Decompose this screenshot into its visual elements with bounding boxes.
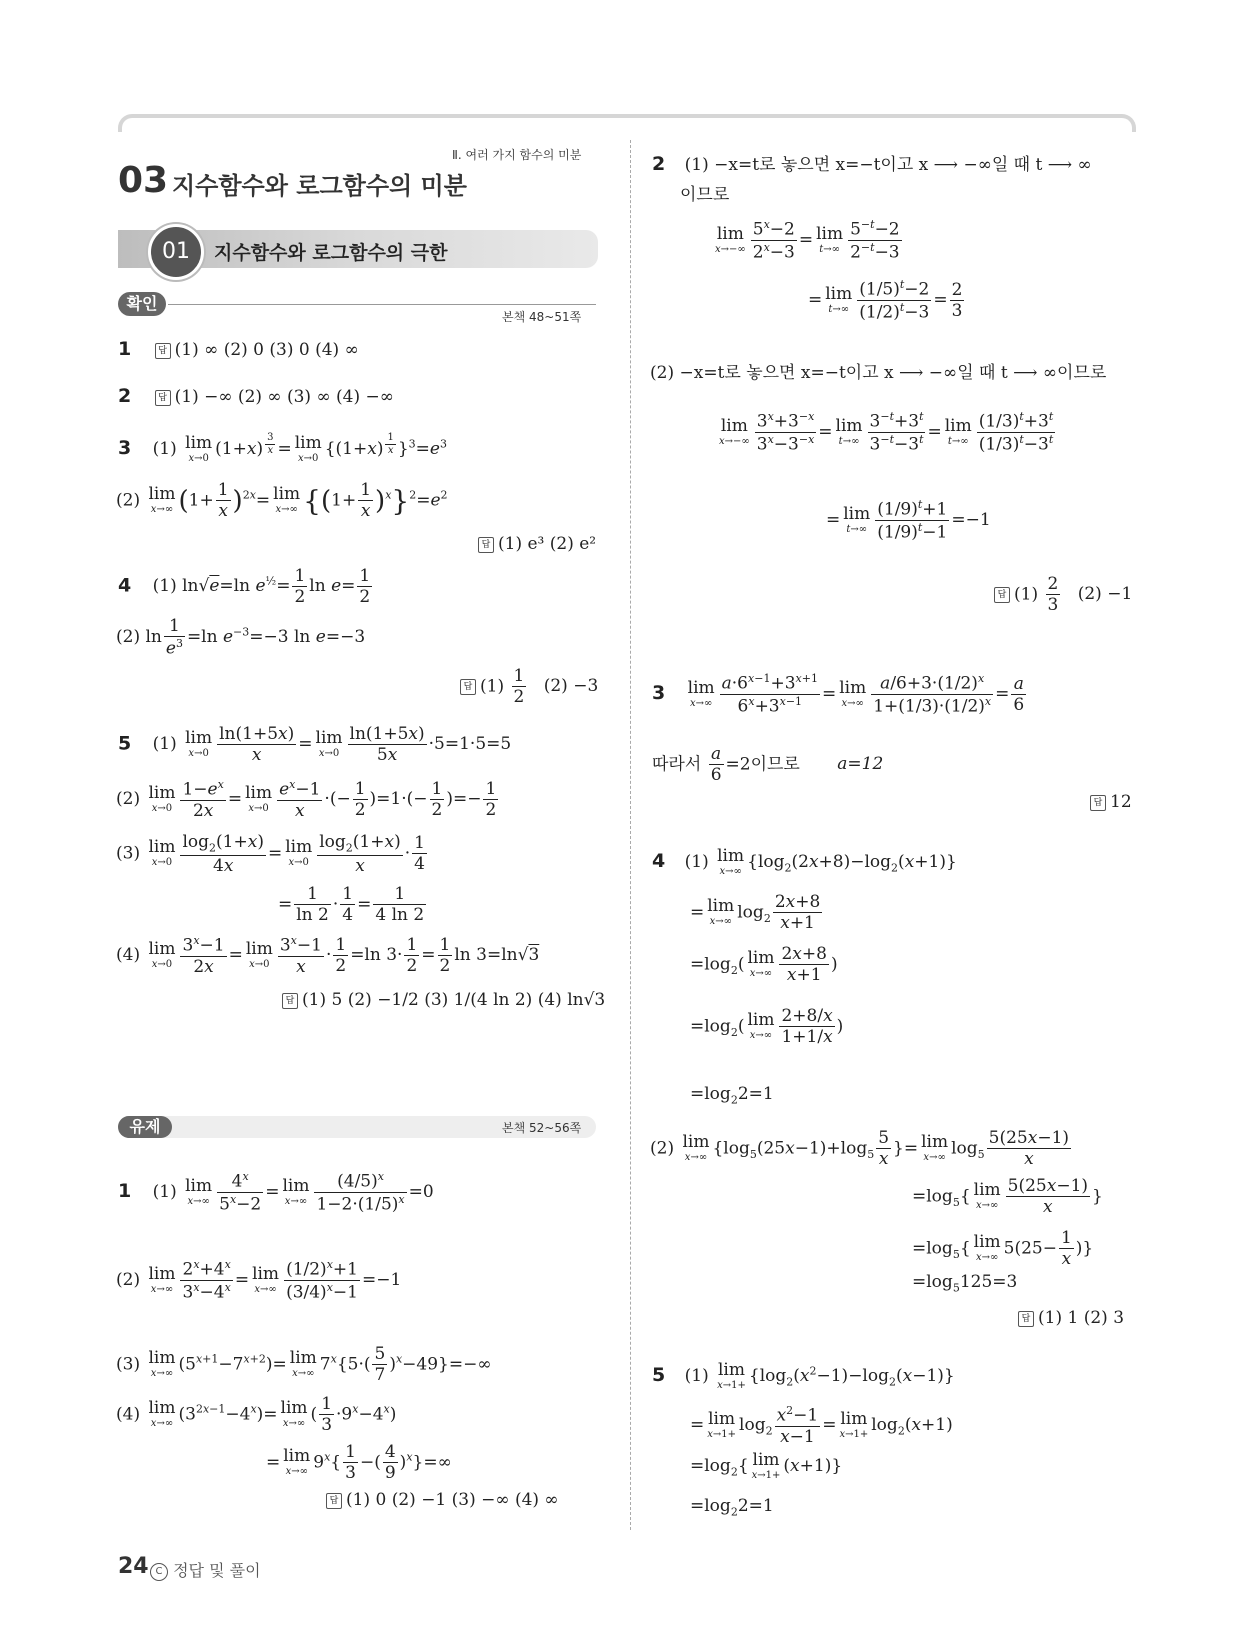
practice-q2-answer: 답 (1) $\frac{2}{3}$ (2) −1 bbox=[994, 574, 1132, 616]
practice-label: 유제 bbox=[118, 1116, 172, 1138]
practice-q4-line1: 4 (1) lim x→∞ $\{\log_2(2x+8)-\log_2(x+1)\}$ bbox=[652, 846, 957, 877]
section-title: 지수함수와 로그함수의 극한 bbox=[214, 242, 448, 264]
check-label: 확인 bbox=[118, 292, 166, 316]
chapter-title: 지수함수와 로그함수의 미분 bbox=[172, 172, 467, 200]
practice-q2-line1: lim x→−∞ $\frac{5^x-2}{2^x-3}$ = lim t→∞ $\frac{5^{-t}-2}{2^{-t}-3}$ bbox=[715, 218, 900, 263]
answer-icon: 답 bbox=[460, 679, 476, 695]
practice-q1-line3: (3) lim x→∞ $(5^{x+1}-7^{x+2})=$ lim x→∞ $7^x\{5\cdot$( $\frac{5}{7}$ )$^x$−49}=−∞ bbox=[116, 1344, 492, 1386]
page-number: 24 bbox=[118, 1554, 149, 1579]
q-number: 4 bbox=[652, 850, 666, 872]
practice-q1-answer: 답 (1) 0 (2) −1 (3) −∞ (4) ∞ bbox=[326, 1490, 559, 1510]
answer-icon: 답 bbox=[1090, 795, 1106, 811]
check-q4-line2: (2) ln $\frac{1}{e^3}$ =ln $e^{-3}=-3$ ln e=−3 bbox=[116, 616, 366, 660]
practice-q3-line2: 따라서 $\frac{a}{6}$ =2이므로 a=12 bbox=[652, 744, 884, 786]
answer-icon: 답 bbox=[994, 587, 1010, 603]
check-q5-line1: 5 (1) lim x→0 $\frac{\ln(1+5x)}{x}$ = lim x→0 $\frac{\ln(1+5x)}{5x}$ ·5=1·5=5 bbox=[118, 724, 512, 766]
answer-icon: 답 bbox=[478, 537, 494, 553]
column-divider bbox=[630, 140, 631, 1530]
q-number: 3 bbox=[652, 682, 666, 705]
check-q3-line1: 3 (1) lim x→0 (1+x) $^{\frac{3}{x}}$ = lim x→0 {(1+x) $^{\frac{1}{x}}$ }$^3=e^3$ bbox=[118, 432, 447, 465]
answer-icon: 답 bbox=[326, 1493, 342, 1509]
practice-q4-line4: $=\log_2$( lim x→∞ $\frac{2+8/x}{1+1/x}$ ) bbox=[690, 1006, 844, 1048]
q-number: 4 bbox=[118, 574, 132, 597]
practice-q4-line3: $=\log_2$( lim x→∞ $\frac{2x+8}{x+1}$ ) bbox=[690, 944, 838, 986]
practice-q5-line1: 5 (1) lim x→1+ $\{\log_2(x^2-1)-\log_2(x-1)\}$ bbox=[652, 1360, 955, 1391]
breadcrumb: Ⅱ. 여러 가지 함수의 미분 bbox=[452, 148, 582, 162]
check-q2 bbox=[118, 385, 394, 407]
answer-icon: 답 bbox=[155, 343, 171, 359]
check-q4-line1: 4 (1) ln√e=ln $e^{\frac{1}{2}}=$ $\frac{1}{2}$ ln e= $\frac{1}{2}$ bbox=[118, 566, 371, 608]
practice-q5-line4: $=\log_22=1$ bbox=[690, 1496, 774, 1519]
check-q1 bbox=[118, 338, 359, 360]
practice-q2-line2: = lim t→∞ $\frac{(1/5)^t-2}{(1/2)^t-3}$ = $\frac{2}{3}$ bbox=[808, 278, 963, 323]
section-number: 01 bbox=[148, 224, 204, 280]
check-rule bbox=[168, 304, 596, 305]
q-number: 2 bbox=[652, 153, 666, 175]
practice-q1-line1: 1 (1) lim x→∞ $\frac{4^x}{5^x-2}$ = lim x→∞ $\frac{(4/5)^x}{1-2\cdot(1/5)^x}$ =0 bbox=[118, 1170, 434, 1215]
q-number: 1 bbox=[118, 1180, 132, 1203]
check-q3-line2: (2) lim x→∞ (1+ $\frac{1}{x}$ )$^{2x}$= lim x→∞ {(1+ $\frac{1}{x}$ )$^x\}^2=e^2$ bbox=[116, 480, 448, 522]
practice-q4-line2: = lim x→∞ $\log_2$ $\frac{2x+8}{x+1}$ bbox=[690, 892, 821, 934]
chapter-number: 03 bbox=[118, 160, 169, 201]
check-q5-answer: 답 (1) 5 (2) −1/2 (3) 1/(4 ln 2) (4) ln√3 bbox=[282, 990, 605, 1010]
practice-q4-line9: $=\log_5125=3$ bbox=[912, 1272, 1018, 1295]
answer-icon: 답 bbox=[1018, 1311, 1034, 1327]
answer-icon: 답 bbox=[155, 390, 171, 406]
answer-icon: 답 bbox=[282, 993, 298, 1009]
check-q3-answer: 답 (1) e³ (2) e² bbox=[478, 534, 596, 554]
check-q2-answer: (1) −∞ (2) ∞ (3) ∞ (4) −∞ bbox=[174, 387, 394, 407]
practice-q2-intro2: 이므로 bbox=[680, 185, 730, 205]
practice-q2-intro: 2 (1) −x=t로 놓으면 x=−t이고 x ⟶ −∞일 때 t ⟶ ∞ bbox=[652, 153, 1092, 175]
practice-q3-line1: 3 lim x→∞ $\frac{a\cdot 6^{x-1}+3^{x+1}}{6^x+3^{x-1}}$ = lim x→∞ $\frac{a/6+3\cdot(1/2)^x}{1+(1/3)\cdot(1/2)^x}$ = $\frac{a}{6}$ bbox=[652, 672, 1025, 717]
footer-label: C 정답 및 풀이 bbox=[150, 1558, 261, 1581]
practice-q4-line5: $=\log_22=1$ bbox=[690, 1084, 774, 1107]
copyright-icon: C bbox=[150, 1563, 168, 1581]
q-number: 5 bbox=[652, 1364, 666, 1386]
practice-q5-line3: $=\log_2${ lim x→1+ (x+1)} bbox=[690, 1450, 843, 1481]
practice-q5-line2: = lim x→1+ $\log_2$ $\frac{x^2-1}{x-1}$ = lim x→1+ $\log_2(x+1)$ bbox=[690, 1404, 953, 1448]
practice-q1-line2: (2) lim x→∞ $\frac{2^x+4^x}{3^x-4^x}$ = lim x→∞ $\frac{(1/2)^x+1}{(3/4)^x-1}$ =−1 bbox=[116, 1258, 402, 1303]
check-page-ref: 본책 48~51쪽 bbox=[502, 310, 582, 324]
check-q5-line3: (3) lim x→0 $\frac{\log_2(1+x)}{4x}$ = lim x→0 $\frac{\log_2(1+x)}{x}$ · $\frac{1}{4}$ bbox=[116, 832, 425, 876]
practice-q1-line5: = lim x→∞ 9$^x${ $\frac{1}{3}$ −( $\frac{4}{9}$ )$^x$}=∞ bbox=[266, 1442, 452, 1484]
check-q1-answer: (1) ∞ (2) 0 (3) 0 (4) ∞ bbox=[174, 340, 359, 360]
check-q5-line4: = $\frac{1}{\ln 2}$ · $\frac{1}{4}$ = $\frac{1}{4 \ln 2}$ bbox=[278, 884, 425, 926]
q-number: 5 bbox=[118, 732, 132, 755]
check-q4-answer: 답 (1) $\frac{1}{2}$ (2) −3 bbox=[460, 666, 598, 708]
check-q5-line2: (2) lim x→0 $\frac{1-e^x}{2x}$ = lim x→0 $\frac{e^x-1}{x}$ ·(− $\frac{1}{2}$ )=1·(− $\frac{1}{2}$ )=− $\frac{1}{2}$ bbox=[116, 778, 497, 822]
practice-q2-line3: lim x→−∞ $\frac{3^x+3^{-x}}{3^x-3^{-x}}$ = lim t→∞ $\frac{3^{-t}+3^t}{3^{-t}-3^t}$ = lim t→∞ $\frac{(1/3)^t+3^t}{(1/3)^t-3^t}$ bbox=[719, 410, 1054, 455]
q-number: 3 bbox=[118, 437, 132, 460]
q-number: 2 bbox=[118, 385, 132, 407]
q-number: 1 bbox=[118, 338, 132, 360]
practice-q1-line4: (4) lim x→∞ $(3^{2x-1}-4^x)=$ lim x→∞ ( $\frac{1}{3}$ $\cdot 9^x-4^x$) bbox=[116, 1394, 397, 1436]
check-q5-line5: (4) lim x→0 $\frac{3^x-1}{2x}$ = lim x→0 $\frac{3^x-1}{x}$ · $\frac{1}{2}$ =ln 3· $\frac{1}{2}$ = $\frac{1}{2}$ ln 3=ln√3 bbox=[116, 934, 540, 978]
practice-q2-intro3: (2) −x=t로 놓으면 x=−t이고 x ⟶ −∞일 때 t ⟶ ∞이므로 bbox=[650, 363, 1107, 383]
practice-q3-answer: 답 12 bbox=[1090, 792, 1132, 812]
practice-q2-line4: = lim t→∞ $\frac{(1/9)^t+1}{(1/9)^t-1}$ =−1 bbox=[826, 498, 991, 543]
top-border bbox=[118, 114, 1136, 132]
practice-q4-line7: $=\log_5${ lim x→∞ $\frac{5(25x-1)}{x}$ } bbox=[912, 1176, 1103, 1218]
practice-q4-line6: (2) lim x→∞ {$\log_5(25x-1)+\log_5$ $\frac{5}{x}$ }= lim x→∞ $\log_5$ $\frac{5(25x-1)}{x}$ bbox=[650, 1128, 1070, 1170]
practice-q4-answer: 답 (1) 1 (2) 3 bbox=[1018, 1308, 1124, 1328]
practice-page-ref: 본책 52~56쪽 bbox=[502, 1121, 582, 1135]
practice-q4-line8: $=\log_5${ lim x→∞ 5(25− $\frac{1}{x}$ )} bbox=[912, 1228, 1094, 1270]
